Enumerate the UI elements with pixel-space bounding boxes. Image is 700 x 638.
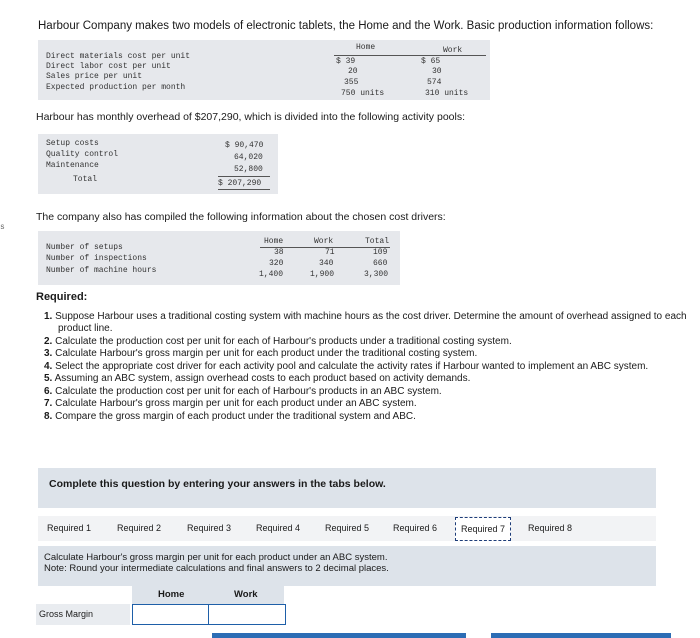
- intro-text: Harbour Company makes two models of electronic tablets, the Home and the Work. Basic production information follows:: [38, 20, 654, 32]
- required-item: 5. Assuming an ABC system, assign overhead costs to each product based on activity demands.: [44, 373, 471, 384]
- driver-row-label: Number of inspections: [46, 254, 147, 263]
- overhead-text: Harbour has monthly overhead of $207,290, which is divided into the following activity pools:: [36, 111, 465, 123]
- driver-row-label: Number of setups: [46, 243, 123, 252]
- tab-required-1[interactable]: Required 1: [47, 523, 92, 533]
- nav-button-edge[interactable]: [491, 633, 671, 638]
- pools-total-value: $ 207,290: [218, 179, 262, 188]
- production-work-value: 574: [427, 78, 442, 87]
- instructions-line-2: Note: Round your intermediate calculations and final answers to 2 decimal places.: [44, 563, 389, 574]
- answer-row-label-cell: [36, 604, 130, 625]
- gross-margin-work-input[interactable]: [208, 604, 286, 625]
- required-item: 7. Calculate Harbour's gross margin per unit for each product under an ABC system.: [44, 398, 417, 409]
- required-item: 4. Select the appropriate cost driver for each activity pool and calculate the activity rates if Harbour wanted to implement an ABC system.: [44, 360, 649, 372]
- pool-value: 64,020: [234, 153, 263, 162]
- nav-button-edge[interactable]: [212, 633, 466, 638]
- production-row-label: Sales price per unit: [46, 72, 143, 81]
- answer-col-home: Home: [158, 589, 185, 600]
- driver-total-value: 660: [373, 259, 388, 268]
- required-item: 6. Calculate the production cost per unit for each of Harbour's products in an ABC system.: [44, 385, 442, 397]
- tab-required-7[interactable]: Required 7: [455, 517, 511, 541]
- drivers-col-total: Total: [365, 237, 390, 246]
- answer-row-label: Gross Margin: [39, 609, 94, 619]
- production-home-value: 750 units: [341, 89, 385, 98]
- pool-value: $ 90,470: [225, 141, 264, 150]
- tab-required-2[interactable]: Required 2: [117, 523, 162, 533]
- gross-margin-home-input[interactable]: [132, 604, 210, 625]
- drivers-text: The company also has compiled the following information about the chosen cost drivers:: [36, 211, 446, 223]
- answer-col-work-cell: [208, 586, 284, 604]
- driver-work-value: 340: [319, 259, 334, 268]
- required-item: 3. Calculate Harbour's gross margin per unit for each product under the traditional costing system.: [44, 348, 478, 359]
- production-work-value: 310 units: [425, 89, 469, 98]
- tab-required-3[interactable]: Required 3: [187, 523, 232, 533]
- pool-label: Quality control: [46, 150, 119, 159]
- production-row-label: Direct labor cost per unit: [46, 62, 171, 71]
- tab-required-5[interactable]: Required 5: [325, 523, 370, 533]
- pool-label: Setup costs: [46, 139, 99, 148]
- complete-text: Complete this question by entering your answers in the tabs below.: [49, 478, 386, 490]
- instructions-panel: [38, 546, 656, 586]
- production-work-value: 30: [432, 67, 442, 76]
- production-col-work: Work: [443, 46, 463, 55]
- production-col-home: Home: [356, 43, 376, 52]
- tab-required-8[interactable]: Required 8: [528, 523, 573, 533]
- driver-home-value: 38: [274, 248, 284, 257]
- edge-mark: s: [0, 223, 5, 232]
- driver-total-value: 3,300: [364, 270, 389, 279]
- pools-table: [38, 134, 278, 194]
- drivers-col-home: Home: [264, 237, 284, 246]
- answer-col-work: Work: [234, 589, 258, 600]
- required-section: [36, 291, 696, 423]
- required-item: 8. Compare the gross margin of each product under the traditional system and ABC.: [44, 410, 416, 422]
- production-table: [38, 40, 490, 100]
- production-work-value: $ 65: [421, 57, 441, 66]
- production-row-label: Direct materials cost per unit: [46, 52, 191, 61]
- drivers-col-work: Work: [314, 237, 334, 246]
- driver-work-value: 1,900: [310, 270, 335, 279]
- production-home-value: 20: [348, 67, 358, 76]
- pools-total-label: Total: [73, 175, 98, 184]
- driver-total-value: 109: [373, 248, 388, 257]
- tab-required-6[interactable]: Required 6: [393, 523, 438, 533]
- production-home-value: 355: [344, 78, 359, 87]
- required-item: 1. Suppose Harbour uses a traditional costing system with machine hours as the cost driver. Determine the amount of overhead assigned to each product line.: [44, 310, 687, 334]
- pool-value: 52,800: [234, 165, 263, 174]
- driver-home-value: 320: [269, 259, 284, 268]
- drivers-table: [38, 231, 400, 285]
- instructions-line-1: Calculate Harbour's gross margin per unit for each product under an ABC system.: [44, 552, 388, 563]
- driver-home-value: 1,400: [259, 270, 284, 279]
- complete-banner: [38, 468, 656, 508]
- driver-work-value: 71: [325, 248, 335, 257]
- pool-label: Maintenance: [46, 161, 99, 170]
- required-item: 2. Calculate the production cost per unit for each of Harbour's products under a traditional costing system.: [44, 335, 512, 347]
- tab-required-4[interactable]: Required 4: [256, 523, 301, 533]
- answer-col-home-cell: [132, 586, 208, 604]
- production-row-label: Expected production per month: [46, 83, 186, 92]
- driver-row-label: Number of machine hours: [46, 266, 157, 275]
- required-title: Required:: [36, 291, 88, 303]
- production-home-value: $ 39: [336, 57, 356, 66]
- required-tabs: [38, 516, 656, 541]
